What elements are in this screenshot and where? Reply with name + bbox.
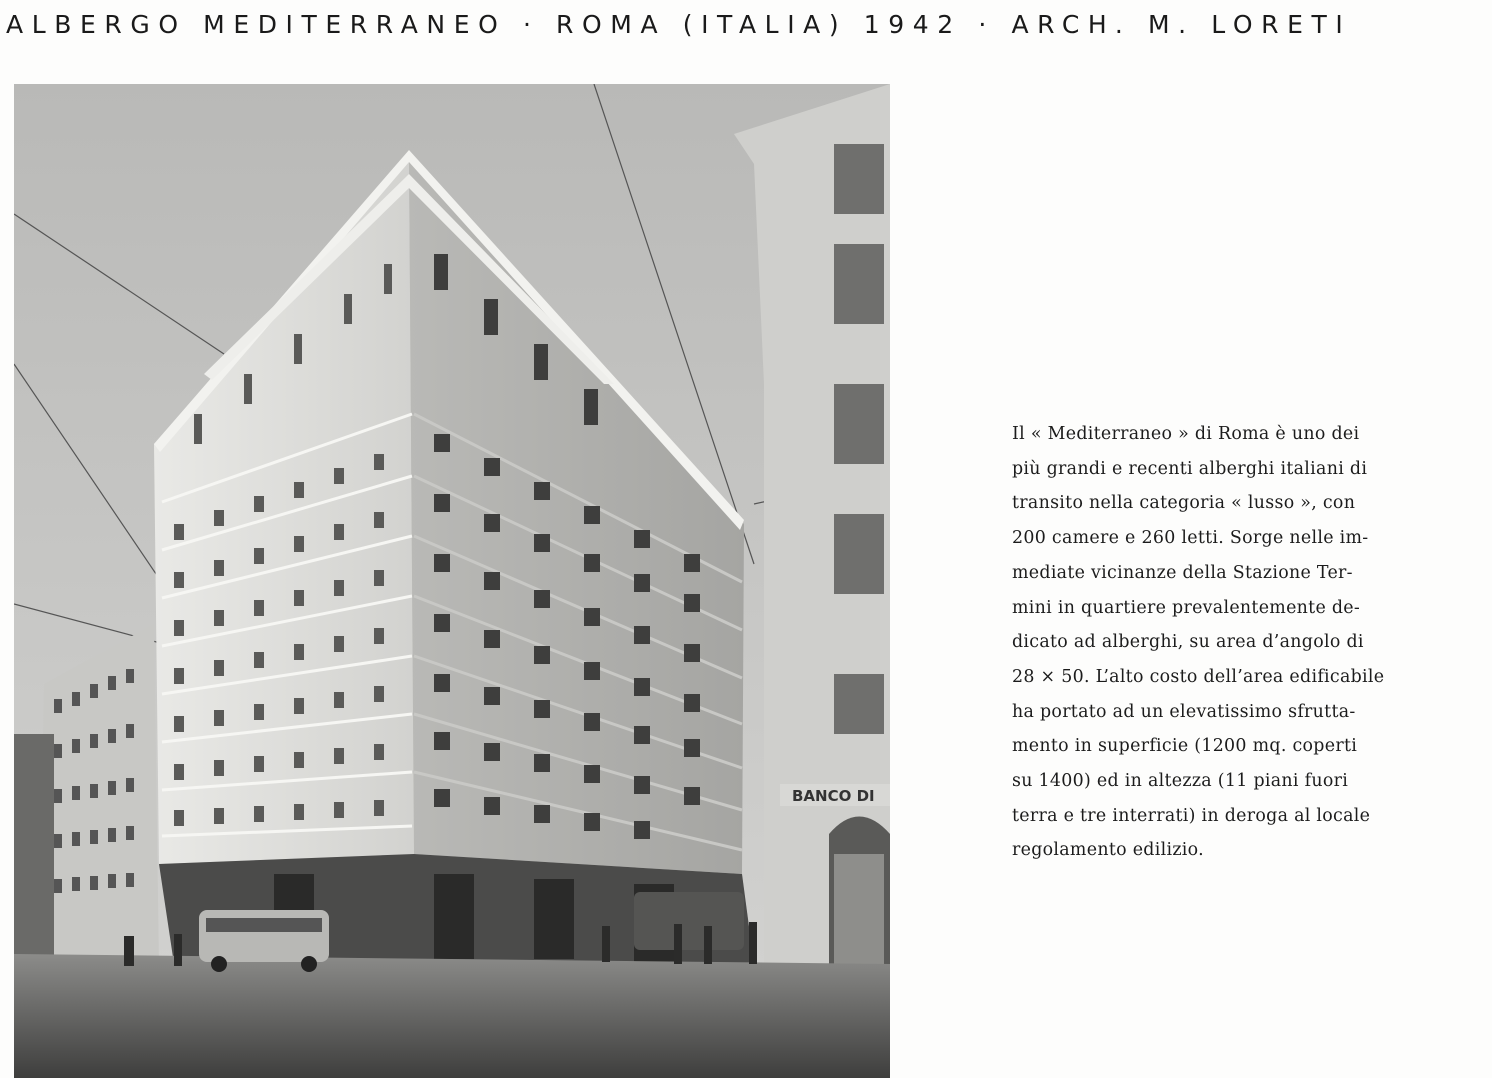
caption-line: transito nella categoria « lusso », con — [1012, 493, 1356, 514]
caption-line: mento in superficie (1200 mq. coperti — [1012, 736, 1358, 757]
street — [14, 954, 890, 1078]
building-photograph — [14, 84, 890, 1078]
caption-line: più grandi e recenti alberghi italiani di — [1012, 458, 1368, 479]
caption-line: ha portato ad un elevatissimo sfrutta- — [1012, 701, 1356, 722]
caption-line: 200 camere e 260 letti. Sorge nelle im- — [1012, 528, 1369, 549]
caption-line: dicato ad alberghi, su area d’angolo di — [1012, 632, 1364, 653]
caption-line: mini in quartiere prevalentemente de- — [1012, 597, 1361, 618]
caption-line: su 1400) ed in altezza (11 piani fuori — [1012, 771, 1349, 792]
caption-line: terra e tre interrati) in deroga al locale — [1012, 805, 1371, 826]
building-photo-illustration — [14, 84, 890, 1078]
page-title: ALBERGO MEDITERRANEO · ROMA (ITALIA) 1942 · ARCH. M. LORETI — [6, 10, 1352, 39]
caption-line: Il « Mediterraneo » di Roma è uno dei — [1012, 424, 1360, 444]
caption-text — [1012, 417, 1462, 868]
bank-sign: BANCO DI — [792, 787, 875, 805]
tram — [634, 892, 744, 950]
caption-line: mediate vicinanze della Stazione Ter- — [1012, 562, 1353, 583]
caption-line: 28 × 50. L’alto costo dell’area edificabile — [1012, 666, 1385, 687]
caption-line: regolamento edilizio. — [1012, 840, 1204, 861]
